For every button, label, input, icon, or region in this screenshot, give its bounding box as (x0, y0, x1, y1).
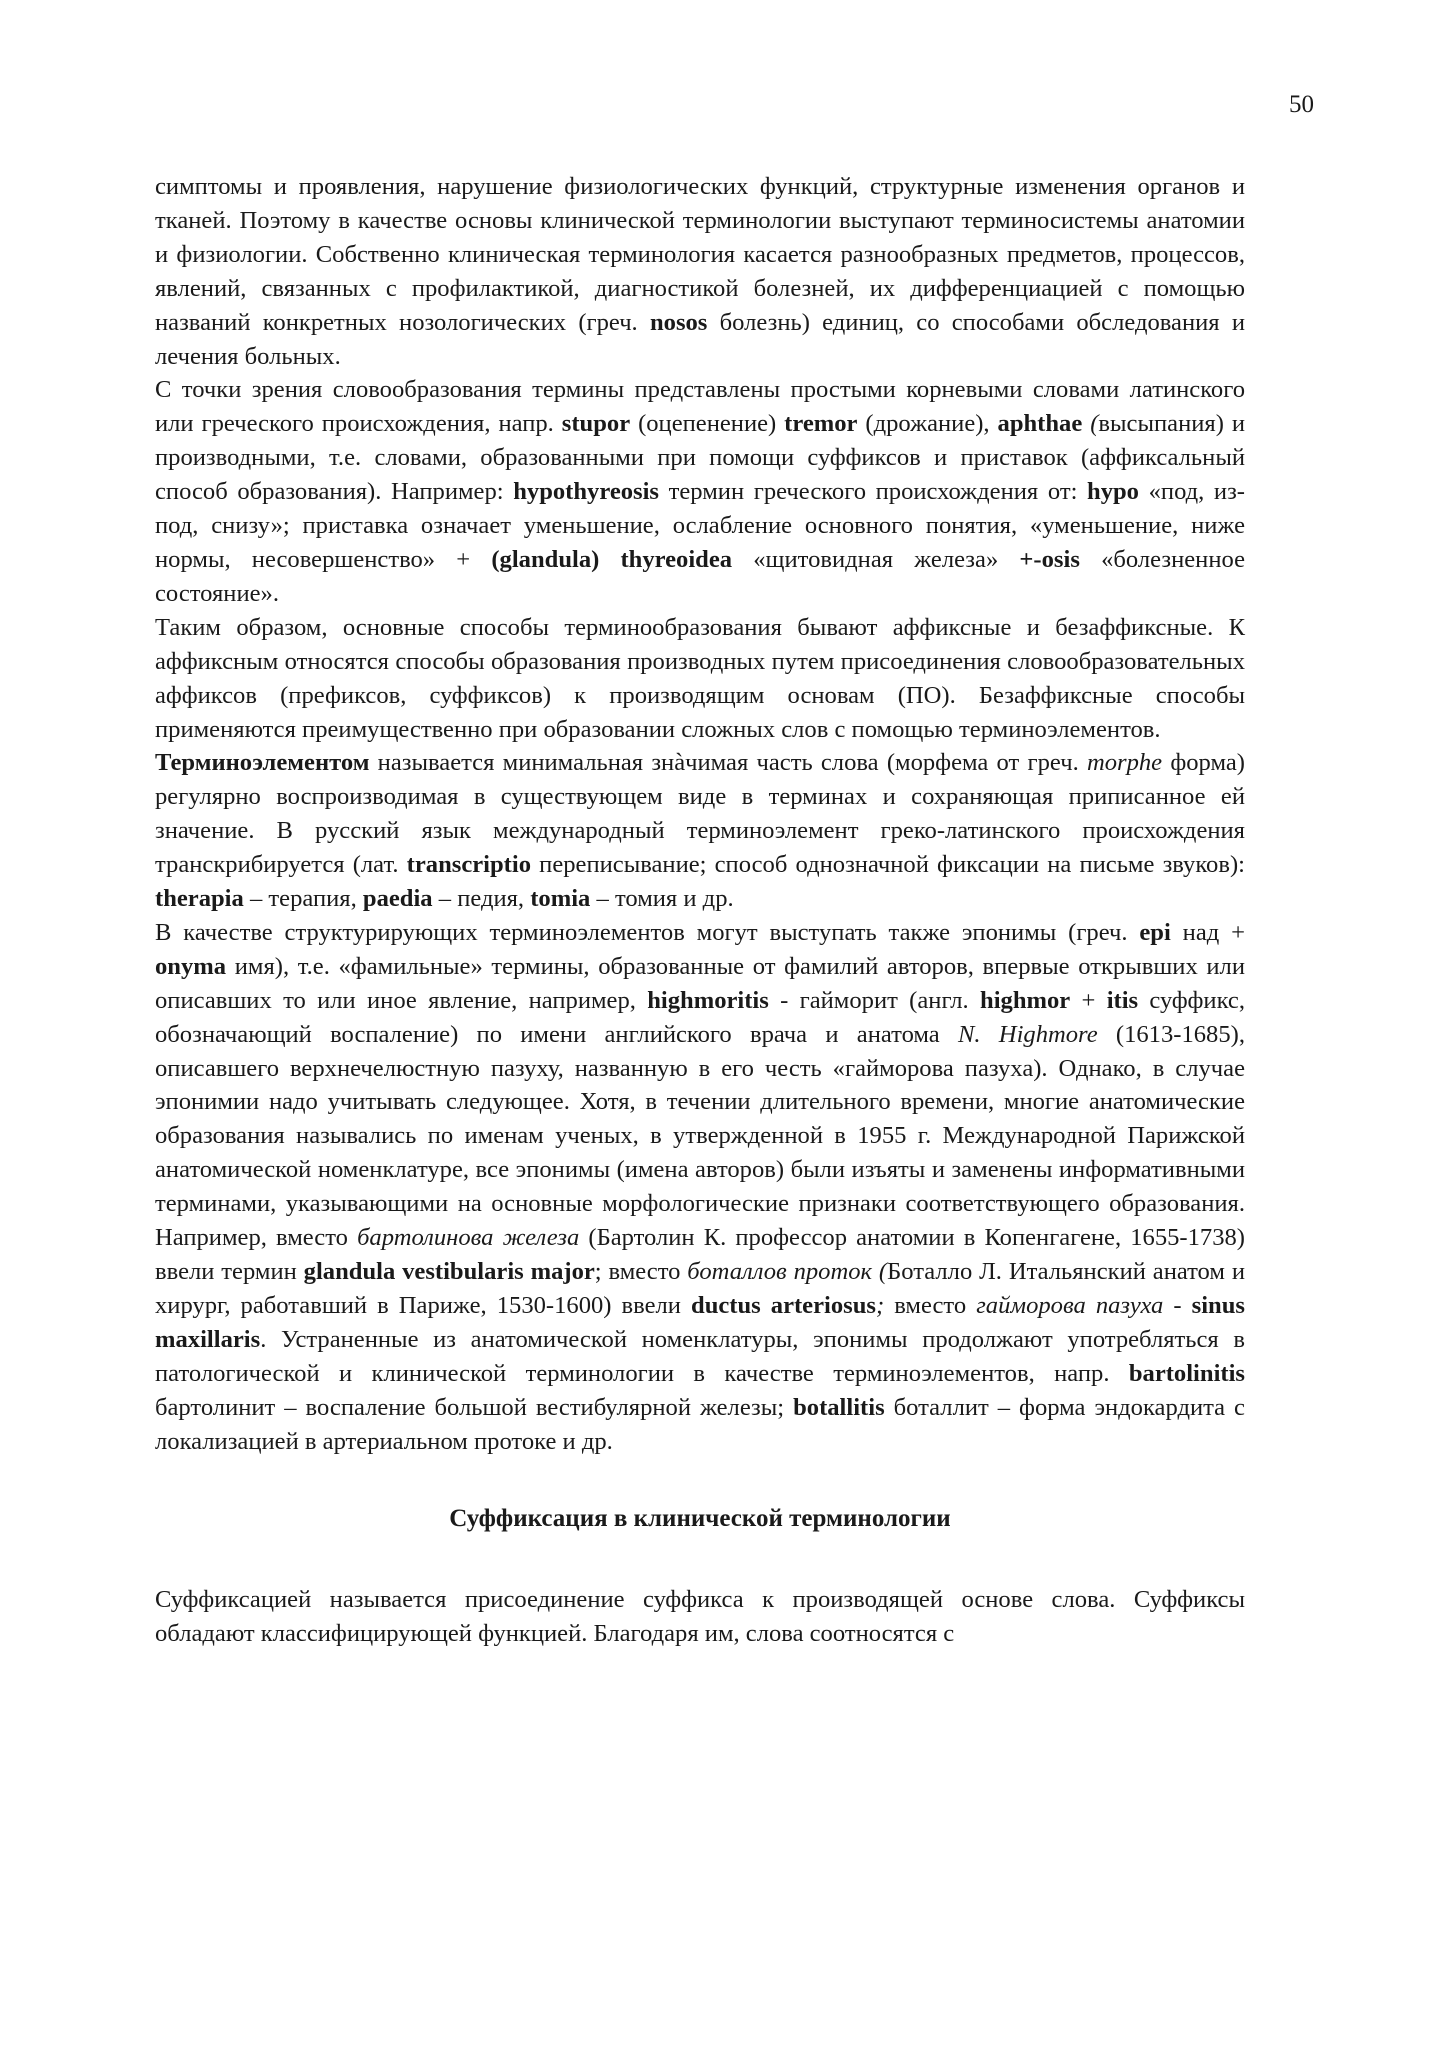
italic-text: бартолинова железа (357, 1224, 580, 1252)
italic-text: гайморова пазуха (976, 1291, 1164, 1319)
bold-term: Терминоэлементом (155, 749, 370, 777)
text-run: вместо (884, 1291, 977, 1319)
text-run: «под, из-под, снизу»; приставка означает уменьшение, ослабление основного понятия, «уменьшение, ниже нормы, несовершенство» + (155, 478, 1245, 573)
text-run: (Бартолин К. профессор анатомии в Копенгагене, 1655-1738) ввели термин (155, 1224, 1245, 1285)
bold-term: botallitis (793, 1393, 885, 1421)
bold-term: tremor (784, 410, 858, 438)
text-run: Суффиксацией называется присоединение суффикса к производящей основе слова. Суффиксы обладают классифицирующей функцией. Благодаря им, слова соотносятся с (155, 1586, 1245, 1648)
paragraph (155, 170, 1245, 373)
text-run: переписывание; способ однозначной фиксации на письме звуков): (531, 851, 1245, 879)
bold-term: epi (1139, 918, 1171, 946)
text-run: Таким образом, основные способы терминообразования бывают аффиксные и безаффиксные. К аффиксным относятся способы образования производных путем присоединения словообразовательных аффиксов (префиксов, суффиксов) к производящим основам (ПО). Безаффиксные способы применяются преимущественно при образовании сложных слов с помощью терминоэлементов. (155, 613, 1245, 743)
text-run: имя), т.е. «фамильные» термины, образованные от фамилий авторов, впервые открывших или описавших то или иное явление, например, (155, 952, 1245, 1014)
bold-term: onyma (155, 952, 227, 980)
bold-term: sinus maxillaris (155, 1291, 1245, 1353)
italic-text: N. Highmore (957, 1020, 1098, 1048)
text-run: над + (1170, 918, 1245, 946)
bold-term: +-osis (1019, 545, 1080, 573)
body-paragraphs (155, 170, 1245, 1458)
section-paragraphs (155, 1583, 1245, 1651)
text-run: бартолинит – воспаление большой вестибулярной железы; (155, 1393, 794, 1421)
italic-text: ; (875, 1291, 885, 1319)
bold-term: glandula vestibularis major (303, 1258, 595, 1285)
text-run: . Устраненные из анатомической номенклатуры, эпонимы продолжают употребляться в патологической и клинической терминологии в качестве терминоэлементов, напр. (155, 1325, 1245, 1387)
text-run: высыпания) и производными, т.е. словами, образованными при помощи суффиксов и приставок (аффиксальный способ образования). Например: (155, 410, 1246, 506)
italic-text: ( (878, 1258, 888, 1285)
text-run: – терапия, (243, 885, 363, 913)
bold-term: stupor (561, 410, 631, 438)
paragraph (155, 916, 1245, 1459)
paragraph (155, 1583, 1245, 1651)
bold-term: highmoritis (647, 986, 769, 1014)
bold-term: bartolinitis (1128, 1359, 1245, 1387)
bold-term: highmor (980, 986, 1071, 1014)
text-run: – томия и др. (590, 885, 734, 913)
text-run: (1613-1685), описавшего верхнечелюстную пазуху, названную в его честь «гайморова пазуха). Однако, в случае эпонимии надо учитывать следующее. Хотя, в течении длительного времени, многие анатомические образования назывались по именам ученых, в утвержденной в 1955 г. Международной Парижской анатомической номенклатуре, все эпонимы (имена авторов) были изъяты и заменены информативными терминами, указывающими на основные морфологические признаки соответствующего образования. Например, вместо (155, 1020, 1245, 1252)
text-run: термин греческого происхождения от: (659, 478, 1088, 506)
text-run: (оцепенение) (630, 410, 785, 438)
bold-term: itis (1106, 986, 1139, 1014)
text-run: - гайморит (англ. (768, 986, 981, 1014)
bold-term: paedia (362, 885, 433, 913)
bold-term: ductus arteriosus (691, 1291, 876, 1319)
text-run: + (1070, 986, 1107, 1014)
text-run: – педия, (432, 885, 531, 913)
bold-term: nosos (649, 308, 708, 336)
text-run: боталлит – форма эндокардита с локализацией в артериальном протоке и др. (155, 1393, 1245, 1455)
text-run: симптомы и проявления, нарушение физиологических функций, структурные изменения органов и тканей. Поэтому в качестве основы клинической терминологии выступают терминосистемы анатомии и физиологии. Собственно клиническая терминология касается разнообразных предметов, процессов, явлений, связанных с профилактикой, диагностикой болезней, их дифференциацией с помощью названий конкретных нозологических (греч. (155, 173, 1245, 336)
italic-text: ( (1090, 410, 1099, 438)
section-heading: Суффиксация в клинической терминологии (449, 1505, 951, 1533)
text-run: Боталло Л. Итальянский анатом и хирург, работавший в Париже, 1530-1600) ввели (155, 1258, 1245, 1319)
text-run: ; вместо (594, 1258, 688, 1285)
text-run: - (1163, 1291, 1192, 1319)
text-run: С точки зрения словообразования термины представлены простыми корневыми словами латинского или греческого происхождения, напр. (155, 376, 1245, 438)
bold-term: therapia (155, 885, 244, 913)
italic-text: morphe (1086, 749, 1163, 777)
text-run: (дрожание), (857, 410, 998, 438)
text-run (872, 1258, 879, 1285)
text-run: «болезненное состояние». (155, 545, 1245, 607)
page-body (155, 170, 1245, 1651)
text-run: В качестве структурирующих терминоэлементов могут выступать также эпонимы (греч. (155, 918, 1140, 946)
bold-term: hypo (1087, 478, 1139, 506)
bold-term: aphthae (997, 410, 1083, 438)
page-number: 50 (1289, 91, 1314, 118)
italic-text: боталлов проток (687, 1258, 873, 1285)
paragraph (155, 611, 1245, 747)
paragraph (155, 373, 1245, 610)
bold-term: hypothyreosis (513, 478, 660, 506)
bold-term: (glandula) thyreoidea (491, 545, 733, 573)
text-run: форма) регулярно воспроизводимая в существующем виде в терминах и сохраняющая приписанное ей значение. В русский язык международный терминоэлемент греко-латинского происхождения транскрибируется (лат. (155, 749, 1245, 879)
bold-term: transcriptio (406, 851, 531, 879)
text-run: называется минимальная знàчимая часть слова (морфема от греч. (369, 749, 1087, 777)
paragraph (155, 746, 1245, 916)
text-run: болезнь) единиц, со способами обследования и лечения больных. (155, 308, 1246, 370)
text-run: «щитовидная железа» (732, 545, 1020, 573)
bold-term: tomia (530, 885, 591, 913)
text-run: суффикс, обозначающий воспаление) по имени английского врача и анатома (155, 986, 1245, 1048)
